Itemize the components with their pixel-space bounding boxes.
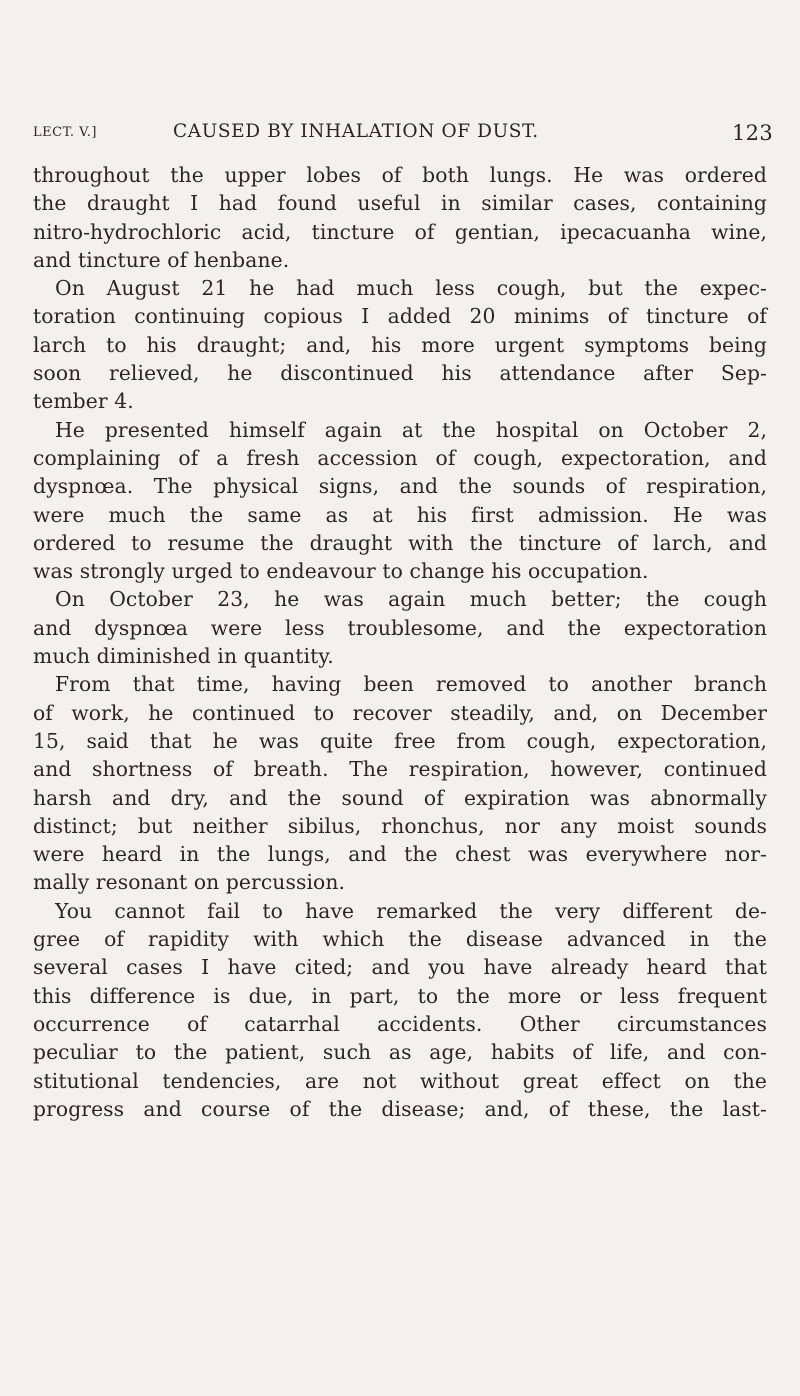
text-line: You cannot fail to have remarked the very different de-: [55, 898, 767, 923]
text-line: harsh and dry, and the sound of expiration was abnormally: [33, 785, 767, 810]
text-line: occurrence of catarrhal accidents. Other circumstances: [33, 1011, 767, 1036]
text-line: soon relieved, he discontinued his attendance after Sep-: [33, 361, 767, 386]
text-line: the draught I had found useful in similar cases, containing: [33, 191, 767, 216]
page-number: 123: [732, 121, 773, 145]
lecture-reference: LECT. V.]: [33, 125, 97, 140]
text-line: much diminished in quantity.: [33, 644, 334, 669]
text-line: and tincture of henbane.: [33, 247, 290, 272]
running-title: CAUSED BY INHALATION OF DUST.: [173, 121, 539, 142]
text-line: toration continuing copious I added 20 minims of tincture of: [33, 304, 767, 329]
text-line: peculiar to the patient, such as age, habits of life, and con-: [33, 1040, 767, 1065]
text-line: mally resonant on percussion.: [33, 870, 346, 895]
text-line: several cases I have cited; and you have already heard that: [33, 955, 767, 980]
text-line: and shortness of breath. The respiration, however, continued: [33, 757, 767, 782]
text-line: On August 21 he had much less cough, but the expec-: [55, 276, 767, 301]
text-line: of work, he continued to recover steadily, and, on December: [33, 700, 767, 725]
text-line: 15, said that he was quite free from cough, expectoration,: [33, 728, 767, 753]
page-header: [33, 121, 773, 151]
text-line: gree of rapidity with which the disease advanced in the: [33, 927, 767, 952]
text-line: distinct; but neither sibilus, rhonchus, nor any moist sounds: [33, 813, 767, 838]
text-line: nitro-hydrochloric acid, tincture of gentian, ipecacuanha wine,: [33, 219, 767, 244]
text-line: He presented himself again at the hospital on October 2,: [55, 417, 767, 442]
text-line: complaining of a fresh accession of cough, expectoration, and: [33, 445, 767, 470]
text-line: throughout the upper lobes of both lungs. He was ordered: [33, 163, 767, 187]
text-line: dyspnœa. The physical signs, and the sounds of respiration,: [33, 474, 767, 499]
text-line: was strongly urged to endeavour to change his occupation.: [33, 559, 649, 584]
text-line: From that time, having been removed to another branch: [55, 672, 767, 697]
text-line: ordered to resume the draught with the tincture of larch, and: [33, 530, 767, 555]
text-line: progress and course of the disease; and, of these, the last-: [33, 1096, 767, 1121]
text-line: and dyspnœa were less troublesome, and the expectoration: [33, 615, 767, 640]
text-line: were heard in the lungs, and the chest was everywhere nor-: [33, 842, 767, 867]
body-text: [33, 161, 767, 1123]
text-line: this difference is due, in part, to the more or less frequent: [33, 983, 767, 1008]
text-line: were much the same as at his first admission. He was: [33, 502, 767, 527]
text-line: larch to his draught; and, his more urgent symptoms being: [33, 332, 767, 357]
text-line: On October 23, he was again much better; the cough: [55, 587, 767, 612]
text-line: stitutional tendencies, are not without great effect on the: [33, 1068, 767, 1093]
text-line: tember 4.: [33, 389, 134, 414]
